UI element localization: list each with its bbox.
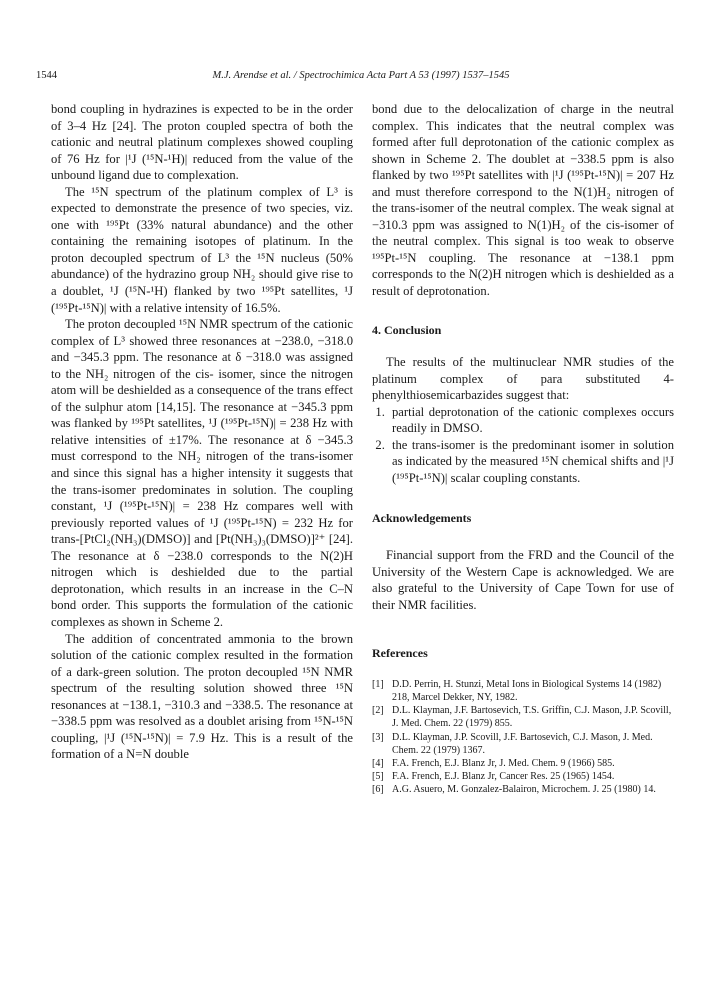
section-heading-references: References — [372, 646, 428, 661]
list-item: 2. the trans-isomer is the predominant isomer in solution as indicated by the measured ¹⁵N chemical shifts and |¹J (¹⁹⁵Pt-¹⁵N)| scalar coupling constants. — [388, 437, 674, 487]
paragraph: The proton decoupled ¹⁵N NMR spectrum of the cationic complex of L³ showed three resonances at −238.0, −318.0 and −345.3 ppm. The resonance at δ −318.0 was assigned to the NH₂ nitrogen of the cis- isomer, since the nitrogen atom will be deshielded as a consequence of the trans effect of the sulphur atom [14,15]. The resonance at −345.3 ppm was flanked by ¹⁹⁵Pt satellites, ¹J (¹⁹⁵Pt-¹⁵N)| = 238 Hz with relative intensities of ±17%. The resonance at δ −345.3 must correspond to the NH₂ nitrogen of the trans-isomer and since this signal has a higher intensity it suggests that the trans-isomer predominates in solution. The coupling constant, ¹J (¹⁹⁵Pt-¹⁵N)| = 238 Hz compares well with previously reported values of ¹J (¹⁹⁵Pt-¹⁵N) = 232 Hz for trans-[PtCl₂(NH₃)(DMSO)] and [Pt(NH₃)₃(DMSO)]²⁺ [24]. The resonance at δ −238.0 corresponds to the N(2)H nitrogen which is deshielded due to the partial deprotonation, which results in an increase in the C–N bond order. This supports the formulation of the cationic complexes as shown in Scheme 2. — [51, 317, 353, 629]
reference-list — [372, 678, 674, 797]
list-item: [5] F.A. French, E.J. Blanz Jr, Cancer Res. 25 (1965) 1454. — [372, 771, 615, 783]
conclusion-list — [372, 404, 674, 487]
paragraph: The results of the multinuclear NMR studies of the platinum complex of para substituted 4-phenylthiosemicarbazides suggest that: — [372, 355, 674, 403]
page-number: 1544 — [36, 70, 57, 81]
paragraph: bond coupling in hydrazines is expected to be in the order of 3–4 Hz [24]. The proton coupled spectra of both the cationic and neutral platinum complexes showed coupling of 76 Hz for |¹J (¹⁵N-¹H)| reduced from the value of the unbound ligand due to complexation. — [51, 102, 353, 183]
paragraph: bond due to the delocalization of charge in the neutral complex. This indicates that the neutral complex was formed after full deprotonation of the cationic complex as shown in Scheme 2. The doublet at −338.5 ppm is also flanked by two ¹⁹⁵Pt satellites with |¹J (¹⁹⁵Pt-¹⁵N)| = 207 Hz and must therefore correspond to the N(1)H₂ nitrogen of the trans-isomer of the neutral complex. The weak signal at −310.3 ppm was assigned to N(1)H₂ of the cis-isomer of the neutral complex. This signal is too weak to observe ¹⁹⁵Pt-¹⁵N coupling. The resonance at −138.1 ppm corresponds to the N(2)H nitrogen which is deshielded as a result of deprotonation. — [372, 102, 674, 299]
left-column — [51, 101, 353, 763]
paragraph: Financial support from the FRD and the Council of the University of the Western Cape is acknowledged. We are also grateful to the University of Cape Town for use of their NMR facilities. — [372, 548, 674, 612]
list-item: [1] D.D. Perrin, H. Stunzi, Metal Ions in Biological Systems 14 (1982) 218, Marcel Dekker, NY, 1982. — [372, 678, 662, 703]
list-item: [2] D.L. Klayman, J.F. Bartosevich, T.S. Griffin, C.J. Mason, J.P. Scovill, J. Med. Chem. 22 (1979) 855. — [372, 705, 672, 730]
paragraph: The addition of concentrated ammonia to the brown solution of the cationic complex resulted in the formation of a dark-green solution. The proton decoupled ¹⁵N NMR spectrum of the resulting solution showed three ¹⁵N resonances at −138.1, −310.3 and −338.5. The resonance at −338.5 ppm was resolved as a doublet arising from ¹⁵N-¹⁵N coupling, |¹J (¹⁵N-¹⁵N)| = 7.9 Hz. This is a result of the formation of a N=N double — [51, 631, 353, 762]
section-heading-conclusion: 4. Conclusion — [372, 322, 442, 337]
list-item: [6] A.G. Asuero, M. Gonzalez-Balairon, Microchem. J. 25 (1980) 14. — [372, 784, 656, 796]
right-column — [372, 101, 674, 797]
running-title: M.J. Arendse et al. / Spectrochimica Acta Part A 53 (1997) 1537–1545 — [212, 70, 510, 81]
paragraph: The ¹⁵N spectrum of the platinum complex of L³ is expected to demonstrate the presence of two species, viz. one with ¹⁹⁵Pt (33% natural abundance) and the other containing the remaining isotopes of platinum. In the proton decoupled spectrum of L³ the ¹⁵N nucleus (50% abundance) of the hydrazino group NH₂ should give rise to a doublet, ¹J (¹⁵N-¹H) flanked by two ¹⁹⁵Pt satellites, ¹J (¹⁹⁵Pt-¹⁵N)| with a relative intensity of 16.5%. — [51, 184, 353, 315]
list-item: [4] F.A. French, E.J. Blanz Jr, J. Med. Chem. 9 (1966) 585. — [372, 757, 615, 769]
list-item: [3] D.L. Klayman, J.P. Scovill, J.F. Bartosevich, C.J. Mason, J. Med. Chem. 22 (1979) 1367. — [372, 731, 653, 756]
list-item: 1. partial deprotonation of the cationic complexes occurs readily in DMSO. — [388, 404, 674, 437]
section-heading-acknowledgements: Acknowledgements — [372, 511, 472, 526]
